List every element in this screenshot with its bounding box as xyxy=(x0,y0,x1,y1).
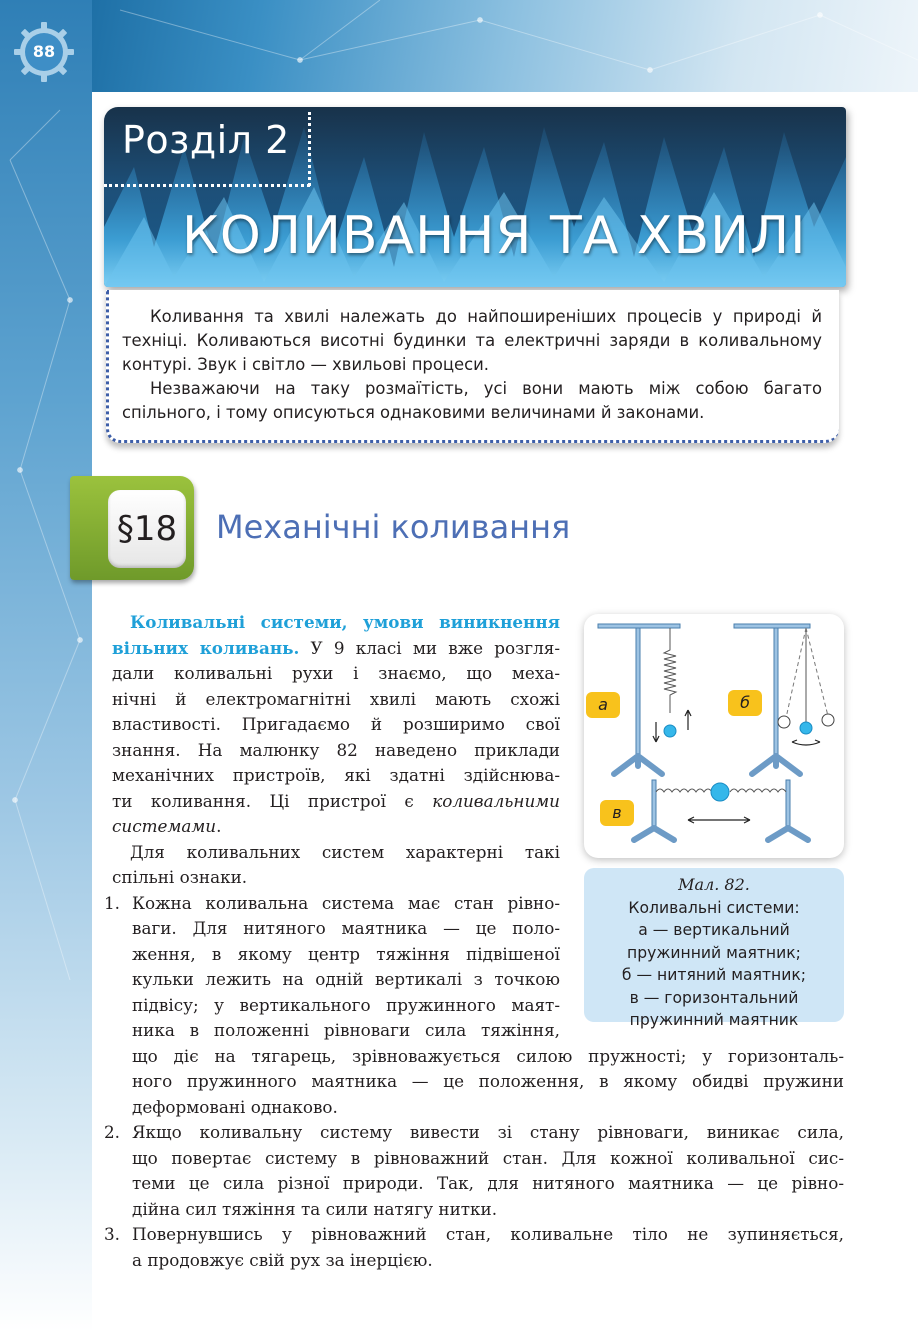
features-intro-end xyxy=(112,865,560,891)
text-line: спільні ознаки. xyxy=(112,867,248,887)
text-line: нічні й електромагнітні хвилі мають схожі xyxy=(112,688,560,709)
text-line: що діє на тягарець, зрівноважується силою пружності; у горизонталь- xyxy=(132,1045,844,1066)
list-item-1-continued xyxy=(132,1044,844,1121)
section-label: Розділ 2 xyxy=(122,118,290,162)
figure-caption xyxy=(584,868,844,1029)
text-line: Якщо коливальну систему вивести зі стану рівноваги, виникає сила, xyxy=(132,1122,844,1142)
text-line xyxy=(112,789,560,815)
text-line: Кожна коливальна система має стан рівно- xyxy=(132,892,560,913)
text-line xyxy=(112,636,560,662)
text-line: підвісу; у вертикального пружинного маят- xyxy=(132,994,560,1015)
text-segment: ти коливання. Ці пристрої є xyxy=(112,790,414,811)
caption-line: а — вертикальний xyxy=(638,921,790,939)
text-line: Для коливальних систем характерні такі xyxy=(130,841,560,862)
caption-line: пружинний маятник xyxy=(629,1011,799,1029)
text-line: що повертає систему в рівноважний стан. Для кожної коливальної сис- xyxy=(132,1147,844,1168)
term: системами xyxy=(112,816,217,836)
intro-paragraph-1: Коливання та хвилі належать до найпоширеніших процесів у природі й техніці. Коливаються висотні будинки та електричні заряди в коливальному контурі. Звук і світло — хвильові процеси. xyxy=(122,307,822,374)
caption-title: Мал. 82. xyxy=(678,875,750,894)
caption-line: в — горизонтальний xyxy=(629,988,799,1007)
text-line: ника в положенні рівноваги сила тяжіння, xyxy=(132,1020,560,1040)
text-segment: У 9 класі ми вже розгля- xyxy=(299,637,560,658)
list-number: 1. xyxy=(104,892,121,913)
intro-paragraph-2: Незважаючи на таку розмаїтість, усі вони мають між собою багато спільного, і тому описуються однаковими величинами й законами. xyxy=(122,379,822,422)
list-item-1 xyxy=(132,891,560,1044)
paragraph-number: §18 xyxy=(116,509,178,549)
list-number: 3. xyxy=(104,1224,121,1244)
text-line: дійна сил тяжіння та сили натягу нитки. xyxy=(132,1198,498,1219)
page-number: 88 xyxy=(32,42,56,61)
text-line: ного пружинного маятника — це положення, в якому обидві пружини xyxy=(132,1071,844,1091)
figure-label-b: б xyxy=(728,690,762,716)
paragraph-title: Механічні коливання xyxy=(216,508,571,546)
caption-line: Коливальні системи: xyxy=(628,898,800,917)
subhead-end: вільних коливань. xyxy=(112,637,300,658)
background-left xyxy=(0,0,92,1332)
dotted-divider-vertical xyxy=(308,112,311,186)
features-intro xyxy=(130,840,560,866)
text-line: ження, в якому центр тяжіння підвішеної xyxy=(132,943,560,964)
text-line: ваги. Для нитяного маятника — це поло- xyxy=(132,918,560,938)
term: коливальними xyxy=(413,790,560,811)
text-line: деформовані однаково. xyxy=(132,1096,338,1117)
subhead: Коливальні системи, умови виникнення xyxy=(130,612,560,632)
text-line: а продовжує свій рух за інерцією. xyxy=(132,1249,433,1270)
text-line xyxy=(112,814,560,840)
caption-line: пружинний маятник; xyxy=(627,943,801,962)
text-line: знання. На малюнку 82 наведено приклади xyxy=(112,739,560,760)
text-line: механічних пристроїв, які здатні здійснюва- xyxy=(112,765,560,785)
list-number: 2. xyxy=(104,1122,121,1142)
body-text-continuation xyxy=(112,636,560,840)
text-line: теми це сила різної природи. Так, для нитяного маятника — це рівно- xyxy=(132,1173,844,1193)
chapter-title: КОЛИВАННЯ ТА ХВИЛІ xyxy=(182,206,807,266)
body-text-column xyxy=(130,610,560,636)
text-line: властивості. Пригадаємо й розширимо свої xyxy=(112,714,560,734)
text-line xyxy=(130,610,560,636)
figure-label-v: в xyxy=(600,800,634,826)
text-line: кульки лежить на одній вертикалі з точкою xyxy=(132,969,560,989)
list-item-3 xyxy=(132,1222,844,1273)
list-item-2 xyxy=(132,1120,844,1222)
text-line: Повернувшись у рівноважний стан, коливальне тіло не зупиняється, xyxy=(132,1224,844,1244)
dotted-divider-horizontal xyxy=(104,184,310,187)
text-segment: . xyxy=(216,816,222,836)
caption-line: б — нитяний маятник; xyxy=(621,966,807,984)
text-line: дали коливальні рухи і знаємо, що меха- xyxy=(112,663,560,683)
figure-label-a: а xyxy=(586,692,620,718)
intro-text xyxy=(122,305,822,425)
